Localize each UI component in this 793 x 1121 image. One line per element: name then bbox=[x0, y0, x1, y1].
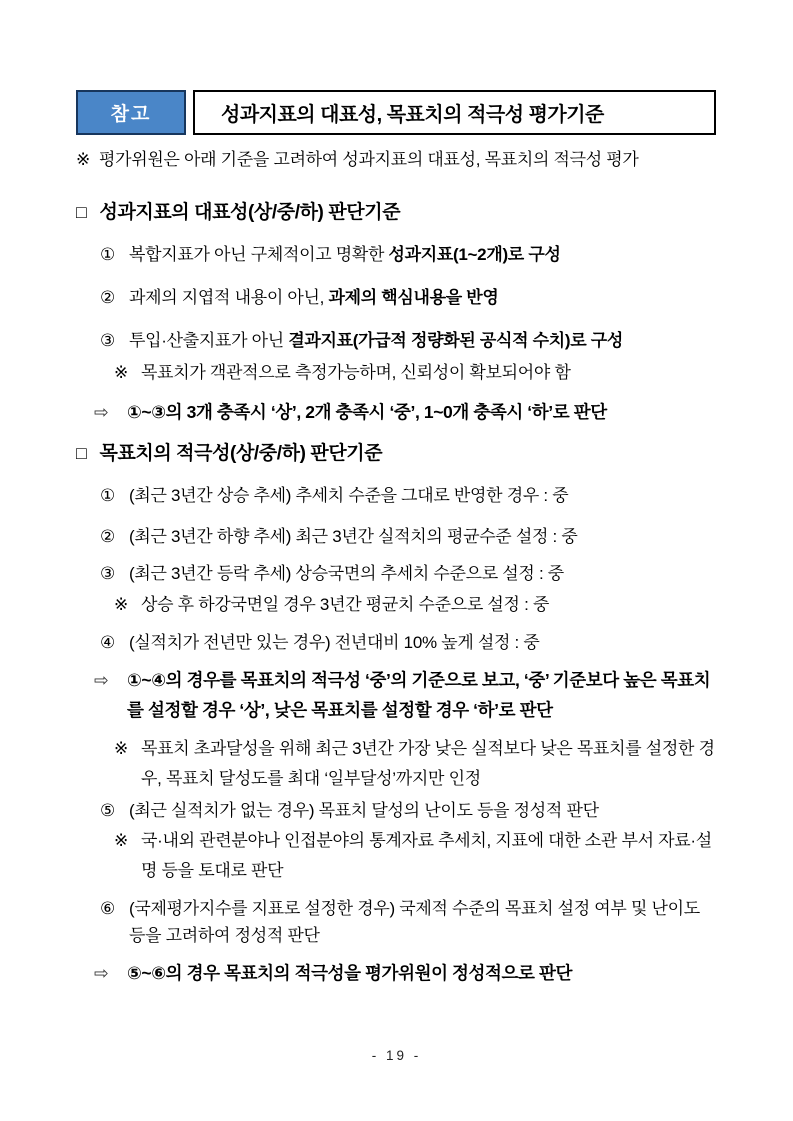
list-item-text: (최근 3년간 상승 추세) 추세치 수준을 그대로 반영한 경우 : 중 bbox=[129, 486, 569, 505]
list-item-text: (최근 3년간 등락 추세) 상승국면의 추세치 수준으로 설정 : 중 bbox=[129, 564, 564, 583]
list-item bbox=[76, 284, 716, 311]
sub-note bbox=[76, 734, 716, 794]
sub-note bbox=[76, 358, 716, 388]
list-item bbox=[76, 327, 716, 354]
list-item bbox=[76, 629, 716, 656]
reference-mark-icon: ※ bbox=[114, 739, 128, 758]
reference-mark-icon: ※ bbox=[114, 363, 128, 382]
item-text-normal: 과제의 지엽적 내용이 아닌, bbox=[129, 288, 329, 307]
item-text-bold: 성과지표(1~2개)로 구성 bbox=[388, 245, 561, 264]
reference-badge: 참고 bbox=[76, 90, 186, 135]
sub-note-text: 목표치가 객관적으로 측정가능하며, 신뢰성이 확보되어야 함 bbox=[141, 363, 571, 382]
list-item bbox=[76, 482, 716, 509]
item-text-bold: 결과지표(가급적 정량화된 공식적 수치)로 구성 bbox=[288, 331, 624, 350]
circled-number-icon: ① bbox=[100, 486, 115, 505]
reference-mark-icon: ※ bbox=[114, 831, 128, 850]
item-text-normal: 투입·산출지표가 아닌 bbox=[129, 331, 289, 350]
section-2-title: 목표치의 적극성(상/중/하) 판단기준 bbox=[99, 443, 383, 464]
circled-number-icon: ③ bbox=[100, 564, 115, 583]
circled-number-icon: ④ bbox=[100, 633, 115, 652]
list-item-text: (실적치가 전년만 있는 경우) 전년대비 10% 높게 설정 : 중 bbox=[129, 633, 540, 652]
list-item-text: (최근 실적치가 없는 경우) 목표치 달성의 난이도 등을 정성적 판단 bbox=[129, 801, 599, 820]
circled-number-icon: ② bbox=[100, 527, 115, 546]
square-bullet-icon: □ bbox=[76, 443, 87, 463]
conclusion-text: ①~④의 경우를 목표치의 적극성 ‘중’의 기준으로 보고, ‘중’ 기준보다 높은 목표치를 설정할 경우 ‘상’, 낮은 목표치를 설정할 경우 ‘하’로 판단 bbox=[127, 670, 711, 720]
conclusion-line bbox=[76, 665, 716, 725]
section-2-heading bbox=[76, 440, 716, 467]
header-note bbox=[76, 147, 716, 173]
list-item bbox=[76, 560, 716, 587]
sub-note-text: 상승 후 하강국면일 경우 3년간 평균치 수준으로 설정 : 중 bbox=[141, 595, 550, 614]
page-title: 성과지표의 대표성, 목표치의 적극성 평가기준 bbox=[221, 104, 604, 126]
arrow-right-icon: ⇨ bbox=[94, 670, 109, 690]
list-item bbox=[76, 241, 716, 268]
conclusion-line bbox=[76, 397, 716, 427]
list-item bbox=[76, 797, 716, 824]
sub-note-text: 국·내외 관련분야나 인접분야의 통계자료 추세치, 지표에 대한 소관 부서 자료·설명 등을 토대로 판단 bbox=[141, 831, 712, 880]
list-item-text bbox=[129, 241, 716, 268]
list-item-text bbox=[129, 284, 716, 311]
sub-note bbox=[76, 826, 716, 886]
sub-note bbox=[76, 590, 716, 620]
circled-number-icon: ① bbox=[100, 245, 115, 264]
note-marker: ※ bbox=[76, 150, 90, 169]
section-1-heading bbox=[76, 199, 716, 226]
sub-note-text: 목표치 초과달성을 위해 최근 3년간 가장 낮은 실적보다 낮은 목표치를 설정한 경우, 목표치 달성도를 최대 ‘일부달성’까지만 인정 bbox=[141, 739, 715, 788]
title-box bbox=[193, 90, 716, 135]
note-text: 평가위원은 아래 기준을 고려하여 성과지표의 대표성, 목표치의 적극성 평가 bbox=[98, 150, 639, 169]
square-bullet-icon: □ bbox=[76, 202, 87, 222]
item-text-normal: 복합지표가 아닌 구체적이고 명확한 bbox=[129, 245, 389, 264]
header bbox=[76, 90, 716, 135]
conclusion-line bbox=[76, 958, 716, 988]
item-text-bold: 과제의 핵심내용을 반영 bbox=[328, 288, 499, 307]
list-item-text: (국제평가지수를 지표로 설정한 경우) 국제적 수준의 목표치 설정 여부 및 난이도 등을 고려하여 정성적 판단 bbox=[129, 899, 700, 945]
circled-number-icon: ⑤ bbox=[100, 801, 115, 820]
circled-number-icon: ③ bbox=[100, 331, 115, 350]
list-item-text bbox=[129, 327, 716, 354]
arrow-right-icon: ⇨ bbox=[94, 402, 109, 422]
arrow-right-icon: ⇨ bbox=[94, 963, 109, 983]
section-1-title: 성과지표의 대표성(상/중/하) 판단기준 bbox=[99, 202, 401, 223]
list-item-text: (최근 3년간 하향 추세) 최근 3년간 실적치의 평균수준 설정 : 중 bbox=[129, 527, 578, 546]
list-item bbox=[76, 895, 716, 949]
circled-number-icon: ⑥ bbox=[100, 899, 115, 918]
circled-number-icon: ② bbox=[100, 288, 115, 307]
page-number: - 19 - bbox=[371, 1048, 422, 1063]
list-item bbox=[76, 523, 716, 550]
conclusion-text: ⑤~⑥의 경우 목표치의 적극성을 평가위원이 정성적으로 판단 bbox=[127, 963, 573, 983]
conclusion-text: ①~③의 3개 충족시 ‘상’, 2개 충족시 ‘중’, 1~0개 충족시 ‘하’로 판단 bbox=[127, 402, 607, 422]
reference-mark-icon: ※ bbox=[114, 595, 128, 614]
